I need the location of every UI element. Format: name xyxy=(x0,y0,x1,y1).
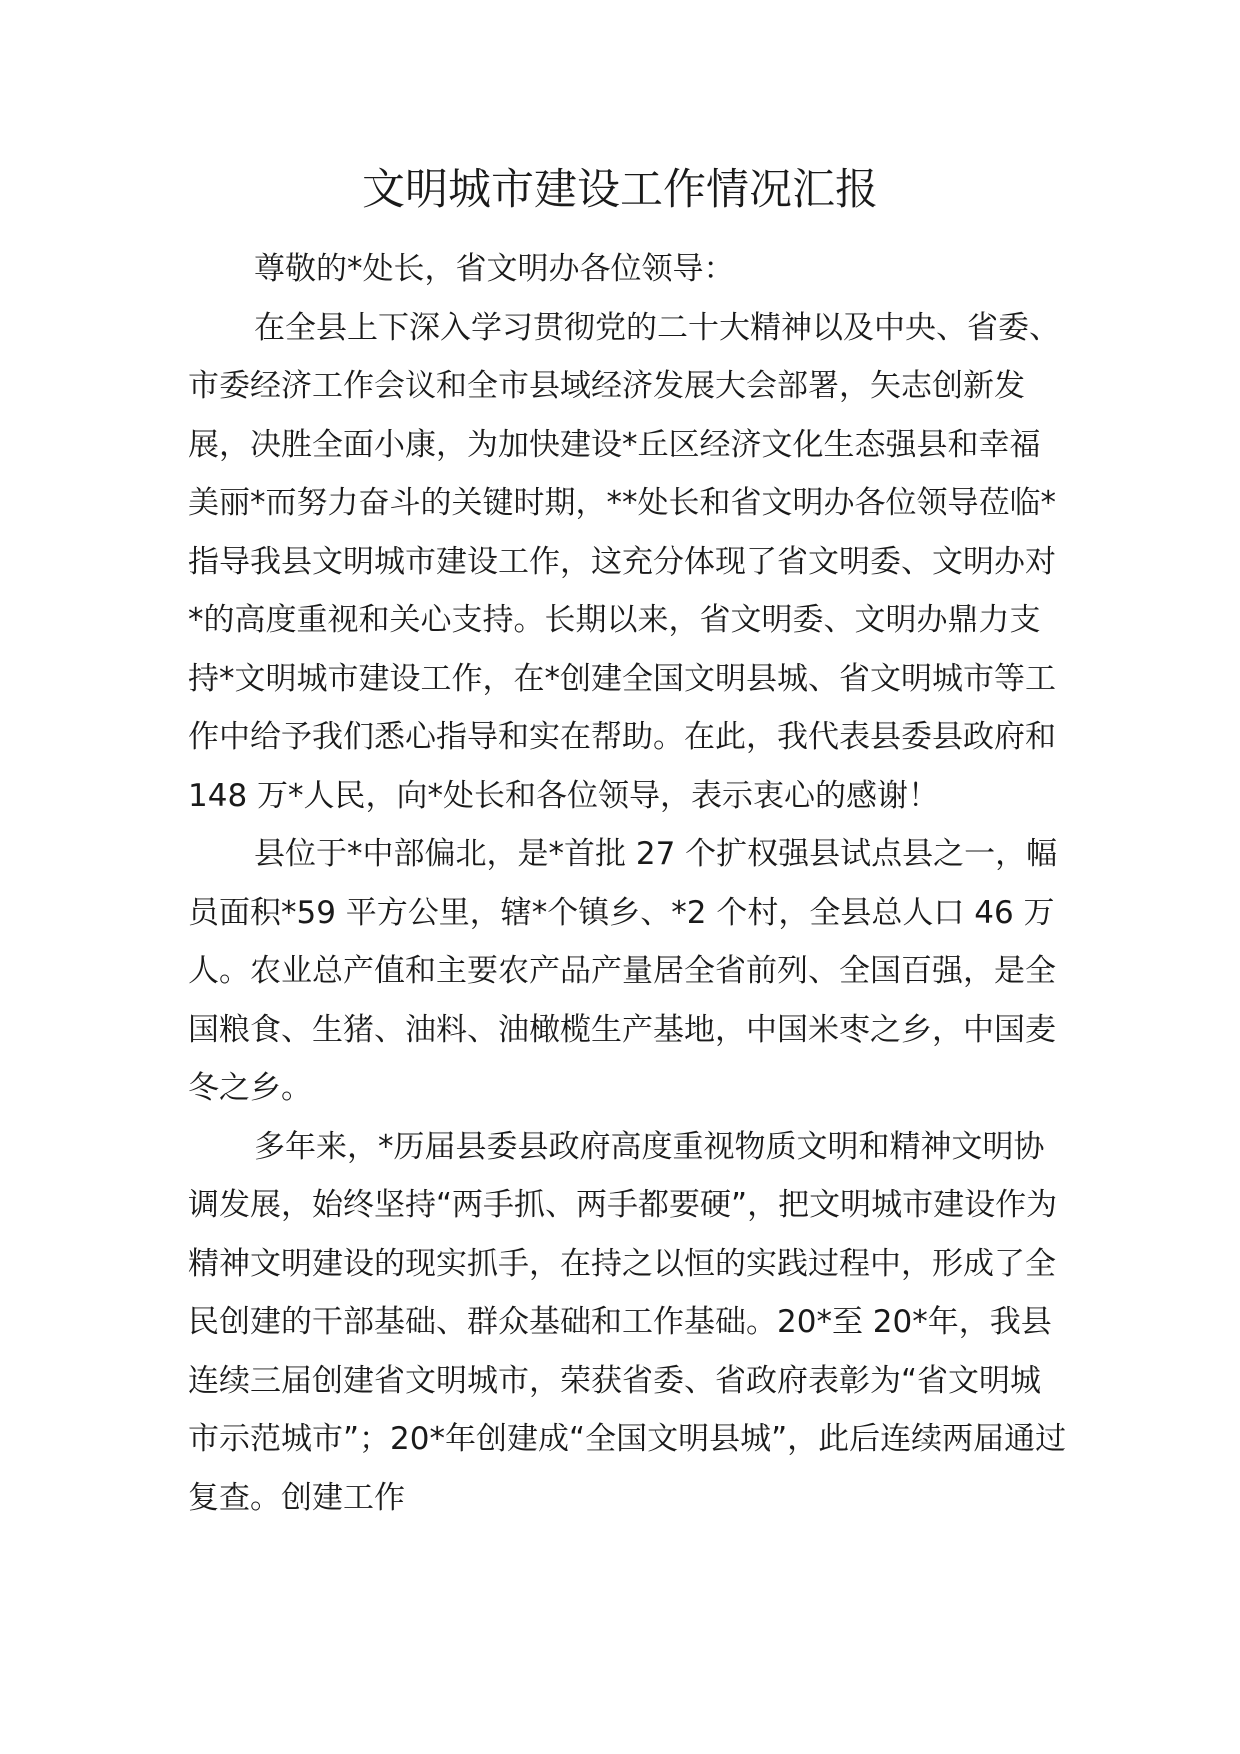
paragraph-opening: 在全县上下深入学习贯彻党的二十大精神以及中央、省委、市委经济工作会议和全市县域经济发展大会部署，矢志创新发展，决胜全面小康，为加快建设*丘区经济文化生态强县和幸福美丽*而努力奋斗的关键时期，**处长和省文明办各位领导莅临*指导我县文明城市建设工作，这充分体现了省文明委、文明办对*的高度重视和关心支持。长期以来，省文明委、文明办鼎力支持*文明城市建设工作，在*创建全国文明县城、省文明城市等工作中给予我们悉心指导和实在帮助。在此，我代表县委县政府和 148 万*人民，向*处长和各位领导，表示衷心的感谢！ xyxy=(188,309,1060,814)
document-title: 文明城市建设工作情况汇报 xyxy=(362,165,878,215)
document-body xyxy=(188,240,1068,1527)
salutation: 尊敬的*处长，省文明办各位领导： xyxy=(254,251,735,287)
paragraph-achievements: 多年来，*历届县委县政府高度重视物质文明和精神文明协调发展，始终坚持“两手抓、两手都要硬”，把文明城市建设作为精神文明建设的现实抓手，在持之以恒的实践过程中，形成了全民创建的干部基础、群众基础和工作基础。20*至 20*年，我县连续三届创建省文明城市，荣获省委、省政府表彰为“省文明城市示范城市”；20*年创建成“全国文明县城”，此后连续两届通过复查。创建工作 xyxy=(188,1128,1067,1516)
paragraph-county-profile: 县位于*中部偏北，是*首批 27 个扩权强县试点县之一，幅员面积*59 平方公里，辖*个镇乡、*2 个村，全县总人口 46 万人。农业总产值和主要农产品产量居全省前列、全国百强，是全国粮食、生猪、油料、油橄榄生产基地，中国米枣之乡，中国麦冬之乡。 xyxy=(188,836,1058,1106)
